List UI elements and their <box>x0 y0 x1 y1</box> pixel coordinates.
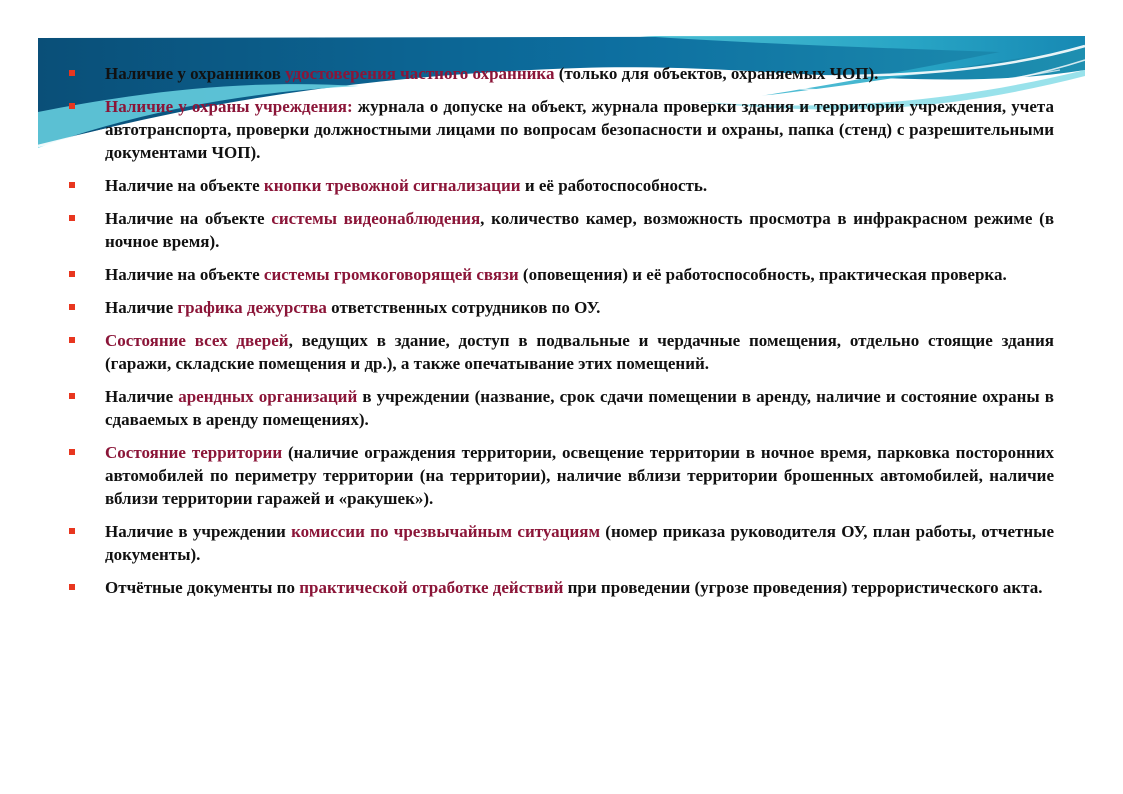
checklist-item <box>68 263 1054 286</box>
item-text: в учреждении (название, срок сдачи помещении в аренду, наличие и состояние охраны в сдаваемых в аренду помещениях). <box>105 387 1054 429</box>
checklist-item <box>68 95 1054 164</box>
item-text: Наличие на объекте <box>105 265 264 284</box>
checklist-item <box>68 296 1054 319</box>
item-text: ответственных сотрудников по ОУ. <box>326 298 601 317</box>
square-bullet-icon <box>69 449 75 455</box>
highlighted-text: Состояние всех дверей <box>105 331 289 350</box>
item-text: и её работоспособность. <box>520 176 708 195</box>
item-text: при проведении (угрозе проведения) террористического акта. <box>563 578 1043 597</box>
item-text: Наличие на объекте <box>105 176 264 195</box>
item-text: Наличие <box>105 387 179 406</box>
highlighted-text: графика дежурства <box>177 298 327 317</box>
highlighted-text: системы видеонаблюдения <box>271 209 481 228</box>
highlighted-text: Наличие у охраны учреждения: <box>105 97 353 116</box>
item-text: (наличие ограждения территории, освещение территории в ночное время, парковка посторонних автомобилей по периметру территории (на территории), наличие вблизи территории брошенных автомобилей, наличие вблизи территории гаражей и «ракушек»). <box>105 443 1054 508</box>
highlighted-text: Состояние территории <box>105 443 283 462</box>
checklist-item <box>68 174 1054 197</box>
item-text: Отчётные документы по <box>105 578 300 597</box>
checklist-item <box>68 441 1054 510</box>
item-text: (только для объектов, охраняемых ЧОП). <box>554 64 879 83</box>
highlighted-text: удостоверения частного охранника <box>285 64 555 83</box>
square-bullet-icon <box>69 182 75 188</box>
square-bullet-icon <box>69 215 75 221</box>
item-text: Наличие в учреждении <box>105 522 292 541</box>
highlighted-text: системы громкоговорящей связи <box>263 265 519 284</box>
checklist-item <box>68 207 1054 253</box>
square-bullet-icon <box>69 70 75 76</box>
item-text: , ведущих в здание, доступ в подвальные и чердачные помещения, отдельно стоящие здания (гаражи, складские помещения и др.), а также опечатывание этих помещений. <box>105 331 1054 373</box>
checklist-item <box>68 385 1054 431</box>
checklist-item <box>68 520 1054 566</box>
checklist-content <box>68 62 1054 609</box>
highlighted-text: арендных организаций <box>178 387 358 406</box>
square-bullet-icon <box>69 528 75 534</box>
square-bullet-icon <box>69 584 75 590</box>
item-text: (оповещения) и её работоспособность, практическая проверка. <box>518 265 1007 284</box>
item-text: Наличие у охранников <box>105 64 286 83</box>
square-bullet-icon <box>69 337 75 343</box>
checklist-item <box>68 329 1054 375</box>
checklist-item <box>68 62 1054 85</box>
checklist-item <box>68 576 1054 599</box>
item-text: журнала о допуске на объект, журнала проверки здания и территории учреждения, учета автотранспорта, проверки должностными лицами по вопросам безопасности и охраны, папка (стенд) с разрешительными документами ЧОП). <box>105 97 1054 162</box>
highlighted-text: комиссии по чрезвычайным ситуациям <box>291 522 601 541</box>
highlighted-text: кнопки тревожной сигнализации <box>263 176 521 195</box>
item-text: , количество камер, возможность просмотра в инфракрасном режиме (в ночное время). <box>105 209 1054 251</box>
square-bullet-icon <box>69 393 75 399</box>
square-bullet-icon <box>69 304 75 310</box>
checklist <box>68 62 1054 599</box>
item-text: Наличие <box>105 298 178 317</box>
item-text: (номер приказа руководителя ОУ, план работы, отчетные документы). <box>105 522 1055 564</box>
item-text: Наличие на объекте <box>105 209 272 228</box>
highlighted-text: практической отработке действий <box>299 578 564 597</box>
square-bullet-icon <box>69 271 75 277</box>
square-bullet-icon <box>69 103 75 109</box>
